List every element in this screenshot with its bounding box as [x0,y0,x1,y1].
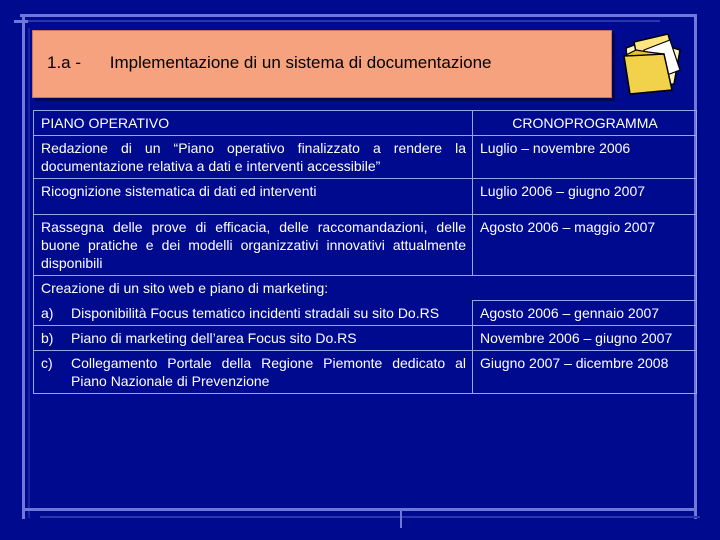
folder-icon [618,30,690,98]
plan-table [33,110,697,394]
table-header-row [34,111,697,136]
row-period: Giugno 2007 – dicembre 2008 [473,351,697,394]
header-piano-operativo: PIANO OPERATIVO [34,111,473,136]
subitem-activity [34,301,473,326]
frame-top-line [20,14,695,17]
subitem-letter: a) [41,304,54,321]
subitem-text: Collegamento Portale della Regione Piemonte dedicato al Piano Nazionale di Prevenzione [71,355,466,389]
section-heading: Creazione di un sito web e piano di marketing: [34,276,697,301]
row-activity: Ricognizione sistematica di dati ed interventi [34,179,473,215]
title-box [32,30,612,98]
table-row [34,326,697,351]
header-cronoprogramma: CRONOPROGRAMMA [473,111,697,136]
subitem-letter: c) [41,355,53,371]
title-label: Implementazione di un sistema di documentazione [109,53,492,72]
row-period: Novembre 2006 – giugno 2007 [473,326,697,351]
table-row [34,351,697,394]
subitem-letter: b) [41,330,54,346]
row-period: Luglio 2006 – giugno 2007 [473,179,697,215]
frame-bottom-tick [400,508,402,528]
subitem-text: Disponibilità Focus tematico incidenti stradali su sito Do.RS [71,304,440,321]
frame-left-line [22,14,25,519]
page-title [47,53,492,73]
title-number: 1.a - [47,53,82,72]
subitem-activity [34,351,473,394]
row-period: Luglio – novembre 2006 [473,136,697,179]
frame-bottom-line [25,508,697,511]
subitem-text: Piano di marketing dell’area Focus sito Do.RS [71,330,357,346]
frame-corner-tick [14,20,28,23]
table-row [34,301,697,326]
table-row [34,179,697,215]
table-section-row [34,276,697,301]
row-period: Agosto 2006 – gennaio 2007 [473,301,697,326]
subitem-activity [34,326,473,351]
table-row [34,215,697,276]
frame-left-line-dark [28,28,30,518]
row-period: Agosto 2006 – maggio 2007 [473,215,697,276]
row-activity: Rassegna delle prove di efficacia, delle raccomandazioni, delle buone pratiche e dei modelli organizzativi innovativi attualmente disponibili [34,215,473,276]
frame-bottom-line-dark [40,516,700,518]
frame-top-line-dark [20,20,660,22]
table-row [34,136,697,179]
row-activity: Redazione di un “Piano operativo finalizzato a rendere la documentazione relativa a dati e interventi accessibile” [34,136,473,179]
